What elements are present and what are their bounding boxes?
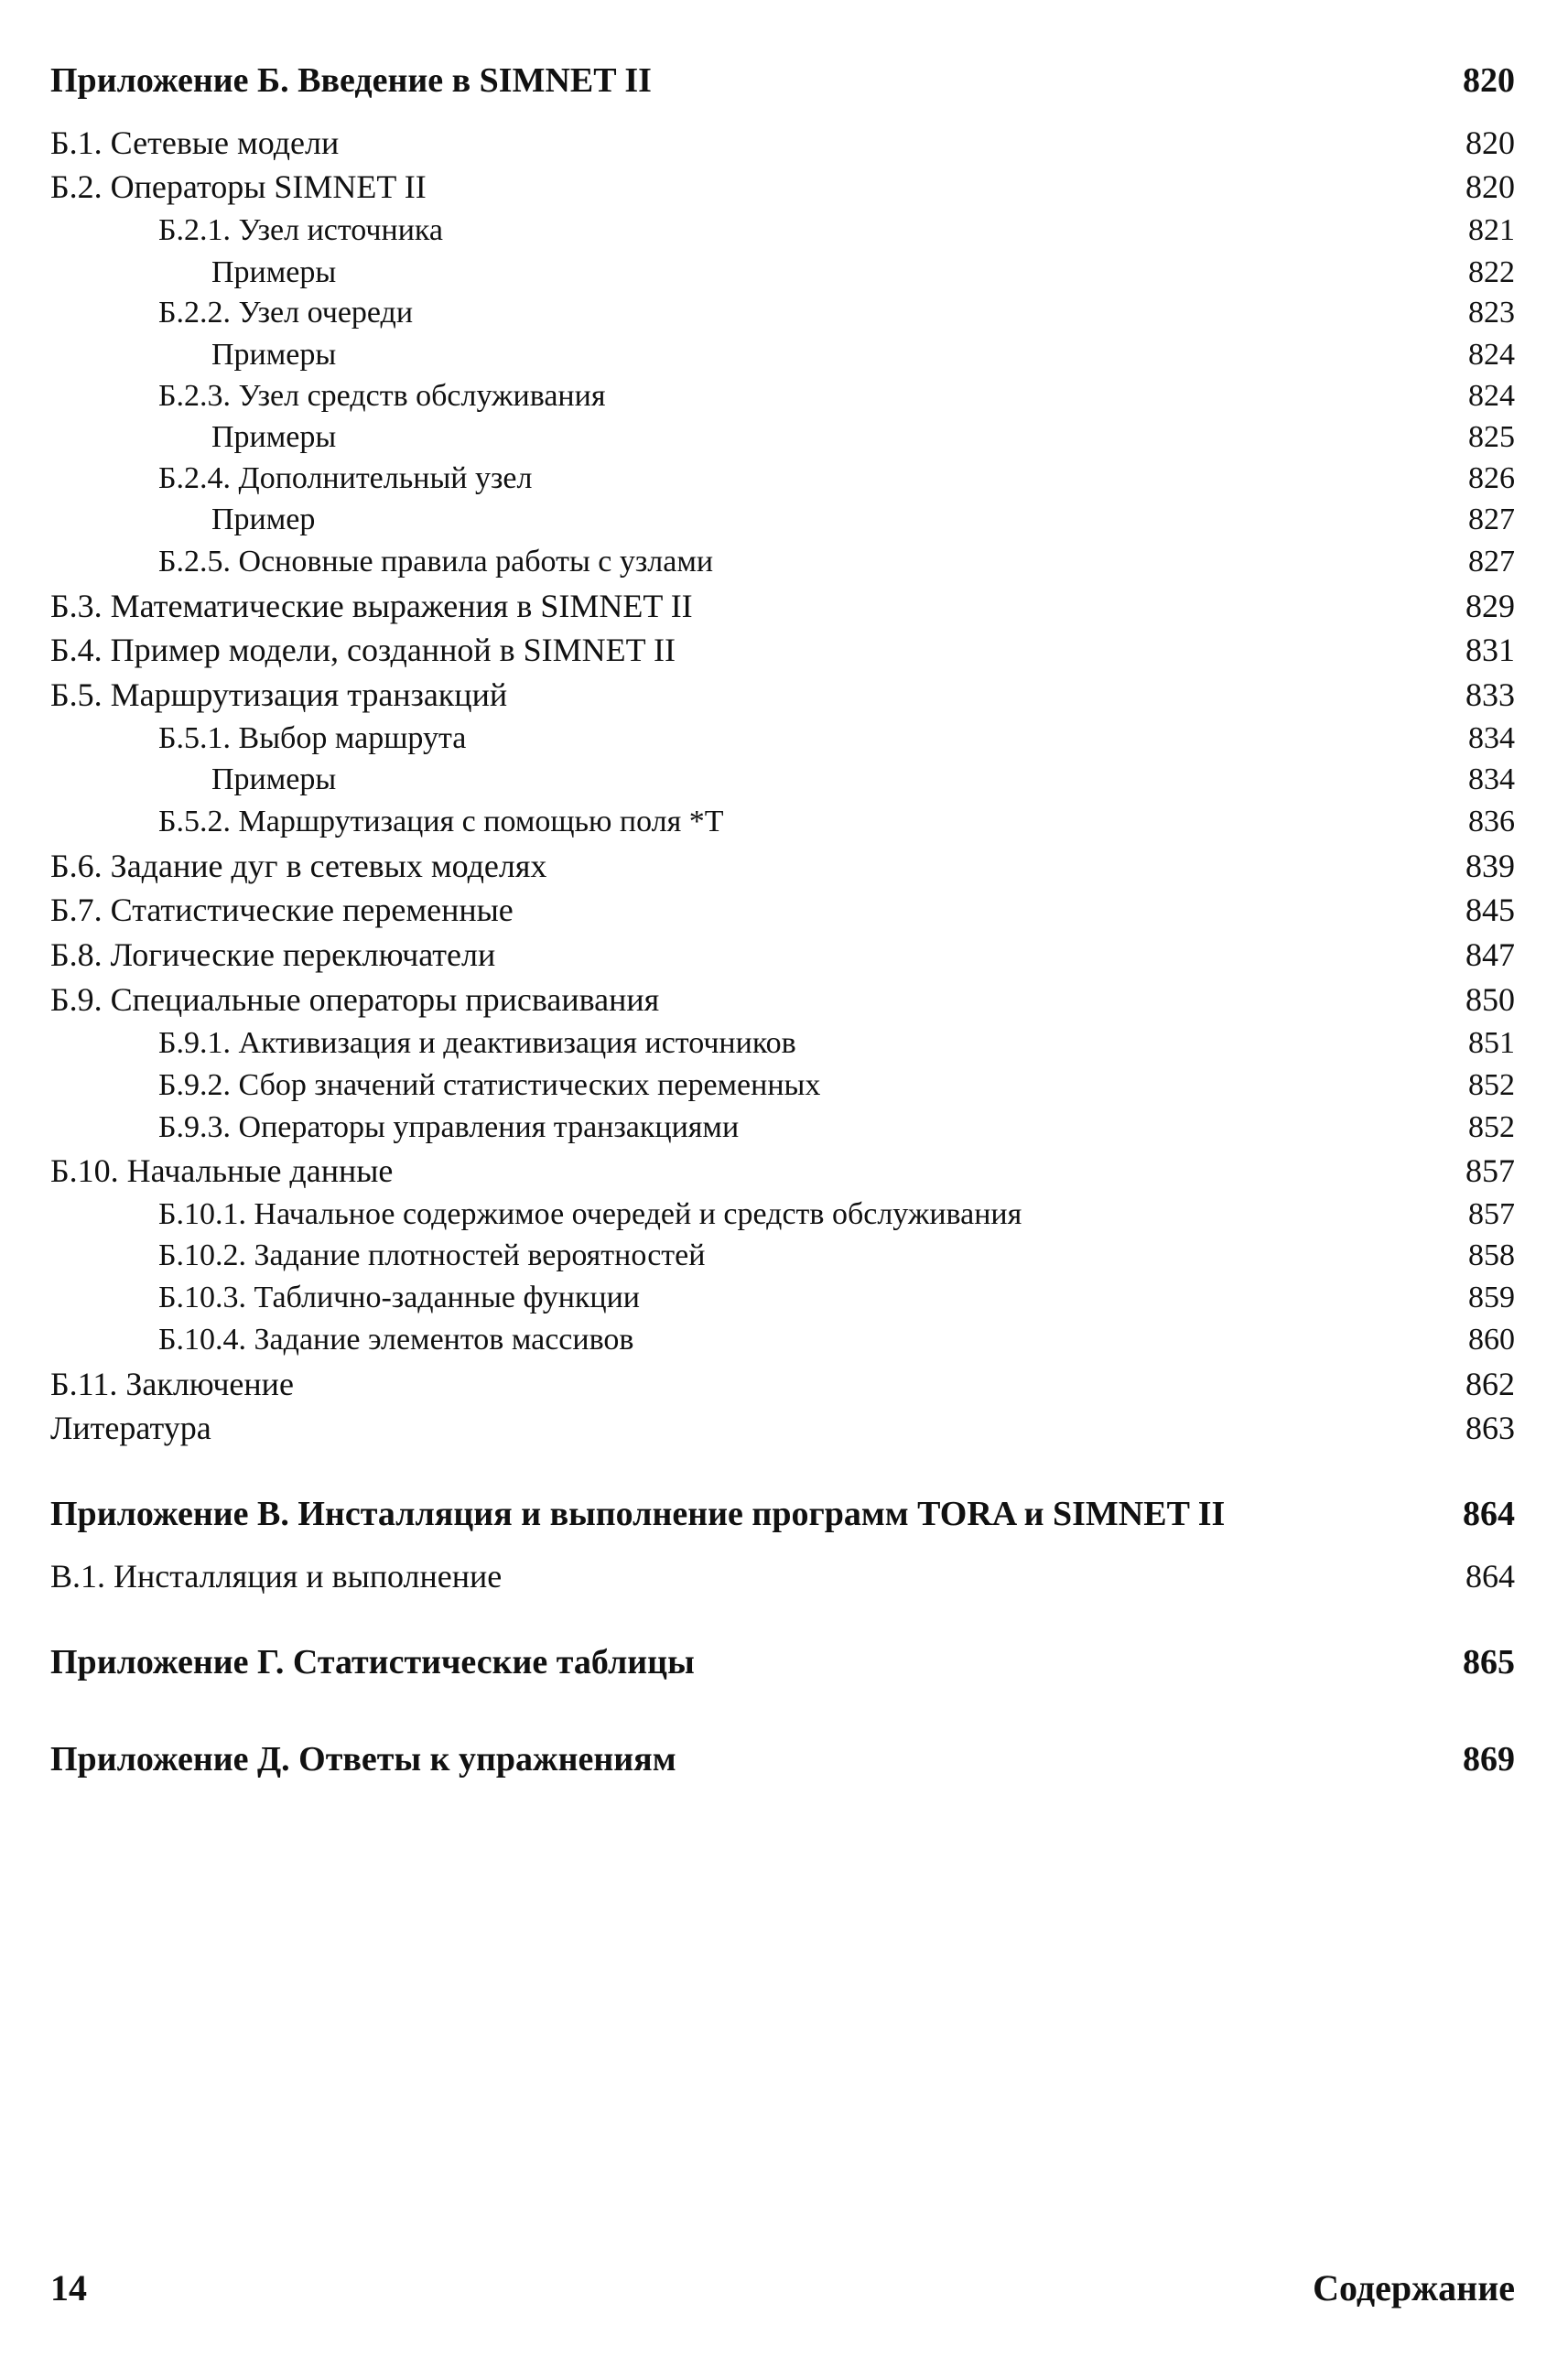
toc-entry-title: Б.3. Математические выражения в SIMNET II	[50, 588, 693, 624]
toc-entry	[50, 1278, 1515, 1318]
toc-entry-title: Б.9. Специальные операторы присваивания	[50, 981, 660, 1018]
toc-entry-page: 850	[1465, 981, 1515, 1018]
toc-entry	[50, 802, 1515, 842]
toc-entry-title: Приложение Г. Статистические таблицы	[50, 1643, 695, 1681]
toc-entry-title: Б.2.5. Основные правила работы с узлами	[158, 545, 714, 578]
toc-entry-page: 836	[1468, 805, 1515, 838]
toc-entry	[50, 1408, 1515, 1448]
toc-entry	[50, 979, 1515, 1020]
toc-entry	[50, 1065, 1515, 1106]
toc-entry	[50, 719, 1515, 759]
toc-entry-title: Б.2.4. Дополнительный узел	[158, 461, 533, 495]
toc-entry-title: Примеры	[211, 255, 337, 289]
toc-entry-page: 864	[1463, 1495, 1515, 1533]
toc-entry-page: 820	[1465, 124, 1515, 161]
toc-entry-title: Б.8. Логические переключатели	[50, 936, 496, 973]
toc-entry-page: 821	[1468, 213, 1515, 247]
toc-entry-title: Б.2.3. Узел средств обслуживания	[158, 379, 606, 413]
toc-entry-page: 833	[1465, 676, 1515, 713]
toc-entry	[50, 293, 1515, 333]
toc-entry	[50, 459, 1515, 499]
toc-entry-page: 864	[1465, 1558, 1515, 1595]
toc-entry	[50, 123, 1515, 163]
toc-entry-title: Приложение В. Инсталляция и выполнение программ TORA и SIMNET II	[50, 1495, 1226, 1533]
toc-entry	[50, 1151, 1515, 1191]
toc-entry	[50, 167, 1515, 207]
toc-entry	[50, 1195, 1515, 1235]
toc-entry-title: Б.9.1. Активизация и деактивизация источников	[158, 1026, 796, 1060]
toc-entry-page: 859	[1468, 1281, 1515, 1314]
toc-entry-title: Б.9.3. Операторы управления транзакциями	[158, 1110, 740, 1144]
toc-entry-page: 825	[1468, 420, 1515, 454]
toc-entry-page: 863	[1465, 1410, 1515, 1446]
toc-entry-page: 865	[1463, 1643, 1515, 1681]
toc-entry	[50, 586, 1515, 626]
toc-entry-title: В.1. Инсталляция и выполнение	[50, 1558, 503, 1595]
toc-entry	[50, 417, 1515, 458]
toc-entry-title: Пример	[211, 503, 316, 536]
toc-entry-title: Литература	[50, 1410, 211, 1446]
toc-entry-title: Б.10.1. Начальное содержимое очередей и средств обслуживания	[158, 1197, 1022, 1231]
toc-entry-page: 851	[1468, 1026, 1515, 1060]
toc-entry-page: 857	[1468, 1197, 1515, 1231]
toc-entry	[50, 935, 1515, 975]
toc-entry-page: 839	[1465, 848, 1515, 884]
toc-entry-title: Б.10.4. Задание элементов массивов	[158, 1323, 634, 1357]
toc-entry	[50, 542, 1515, 582]
toc-entry	[50, 1556, 1515, 1596]
toc-entry-page: 820	[1465, 168, 1515, 205]
toc-entry	[50, 376, 1515, 416]
running-section-title: Содержание	[1313, 2267, 1515, 2308]
toc-entry	[50, 211, 1515, 251]
toc-entry	[50, 630, 1515, 670]
toc-entry	[50, 675, 1515, 715]
toc-entry	[50, 1364, 1515, 1404]
toc-entry	[50, 335, 1515, 375]
toc-entry-page: 845	[1465, 892, 1515, 928]
page-footer	[50, 2261, 1515, 2316]
toc-entry-title: Примеры	[211, 420, 337, 454]
toc-entry-page: 829	[1465, 588, 1515, 624]
toc-entry-title: Б.11. Заключение	[50, 1366, 294, 1402]
toc-entry-title: Б.2.1. Узел источника	[158, 213, 443, 247]
toc-entry-title: Б.10.3. Таблично-заданные функции	[158, 1281, 640, 1314]
toc-entry	[50, 1023, 1515, 1064]
toc-entry	[50, 253, 1515, 293]
toc-entry	[50, 1108, 1515, 1148]
toc-entry-page: 824	[1468, 379, 1515, 413]
toc-entry-page: 823	[1468, 296, 1515, 330]
toc-entry-title: Б.2. Операторы SIMNET II	[50, 168, 427, 205]
toc-entry-title: Б.2.2. Узел очереди	[158, 296, 414, 330]
toc-entry-page: 822	[1468, 255, 1515, 289]
toc-entry-title: Б.4. Пример модели, созданной в SIMNET II	[50, 632, 676, 668]
toc-entry-title: Б.10. Начальные данные	[50, 1152, 394, 1189]
page-number: 14	[50, 2267, 87, 2308]
toc-entry-title: Приложение Б. Введение в SIMNET II	[50, 61, 652, 100]
toc-entry-title: Б.5.1. Выбор маршрута	[158, 721, 467, 755]
toc-entry-title: Б.5. Маршрутизация транзакций	[50, 676, 508, 713]
toc-entry-page: 847	[1465, 936, 1515, 973]
toc-entry	[50, 500, 1515, 540]
toc-entry-page: 862	[1465, 1366, 1515, 1402]
toc-entry-page: 852	[1468, 1068, 1515, 1102]
toc-entry	[50, 1739, 1515, 1779]
toc-entry-title: Б.6. Задание дуг в сетевых моделях	[50, 848, 547, 884]
toc-entry-page: 826	[1468, 461, 1515, 495]
toc-entry-title: Б.5.2. Маршрутизация с помощью поля *Т	[158, 805, 724, 838]
toc-entry-page: 834	[1468, 721, 1515, 755]
toc-entry	[50, 1642, 1515, 1682]
toc-entry-title: Б.10.2. Задание плотностей вероятностей	[158, 1238, 706, 1272]
toc-entry-page: 827	[1468, 503, 1515, 536]
toc-entry-title: Примеры	[211, 338, 337, 372]
toc-entry-page: 869	[1463, 1740, 1515, 1779]
toc-entry-title: Приложение Д. Ответы к упражнениям	[50, 1740, 676, 1779]
toc-entry-page: 827	[1468, 545, 1515, 578]
toc-entry-page: 860	[1468, 1323, 1515, 1357]
toc-entry-page: 834	[1468, 762, 1515, 796]
toc-entry	[50, 60, 1515, 101]
toc-entry-title: Б.7. Статистические переменные	[50, 892, 514, 928]
toc-entry-page: 858	[1468, 1238, 1515, 1272]
toc-entry-title: Примеры	[211, 762, 337, 796]
toc-entry-page: 831	[1465, 632, 1515, 668]
toc-entry-title: Б.1. Сетевые модели	[50, 124, 340, 161]
toc-entry-page: 824	[1468, 338, 1515, 372]
toc-entry-page: 852	[1468, 1110, 1515, 1144]
toc-entry-title: Б.9.2. Сбор значений статистических переменных	[158, 1068, 821, 1102]
toc-entry	[50, 846, 1515, 886]
toc-entry	[50, 760, 1515, 800]
toc-entry	[50, 1320, 1515, 1360]
toc-entry-page: 857	[1465, 1152, 1515, 1189]
toc-entry-page: 820	[1463, 61, 1515, 100]
toc-entry	[50, 1236, 1515, 1276]
toc-entry	[50, 890, 1515, 930]
toc-entry	[50, 1494, 1515, 1534]
